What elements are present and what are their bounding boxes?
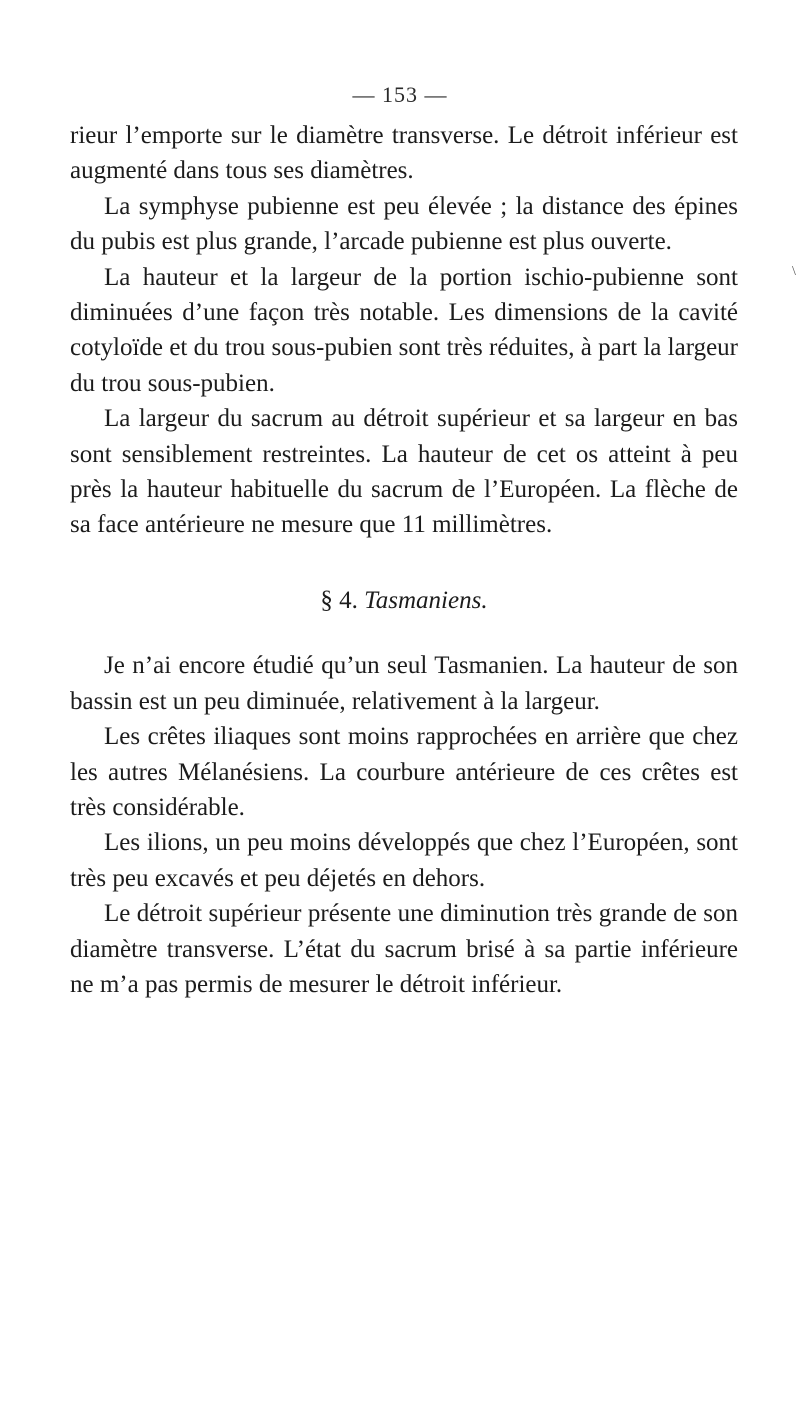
paragraph-detroit-superieur: Le détroit supérieur présente une diminution très grande de son diamètre transverse. L’état du sacrum brisé à sa partie inférieure ne m’a pas permis de mesurer le détroit inférieur. [70,900,738,998]
section-heading [70,583,738,618]
paragraph-ilions: Les ilions, un peu moins développés que chez l’Européen, sont très peu excavés et peu déjetés en dehors. [70,829,738,892]
page-number: — 153 — [352,82,448,107]
section-title: Tasmaniens. [364,586,488,614]
paragraph-cretes-iliaques: Les crêtes iliaques sont moins rapprochées en arrière que chez les autres Mélanésiens. La courbure antérieure de ces crêtes est très considérable. [70,723,738,821]
paragraph-ischio-pubienne: La hauteur et la largeur de la portion ischio-pubienne sont diminuées d’une façon très notable. Les dimensions de la cavité cotyloïde et du trou sous-pubien sont très réduites, à part la largeur du trou sous-pubien. [70,263,738,397]
margin-mark: \ [792,264,796,279]
paragraph-tasmanien: Je n’ai encore étudié qu’un seul Tasmanien. La hauteur de son bassin est un peu diminuée, relativement à la largeur. [70,652,738,715]
paragraph-symphyse: La symphyse pubienne est peu élevée ; la distance des épines du pubis est plus grande, l’arcade pubienne est plus ouverte. [70,192,738,256]
section-number: § 4. [320,586,358,614]
paragraph-sacrum: La largeur du sacrum au détroit supérieur et sa largeur en bas sont sensiblement restreintes. La hauteur de cet os atteint à peu près la hauteur habituelle du sacrum de l’Européen. La flèche de sa face antérieure ne mesure que 11 millimètres. [70,405,738,539]
paragraph-continued: rieur l’emporte sur le diamètre transverse. Le détroit inférieur est augmenté dans tous ses diamètres. [70,122,738,185]
body-text [70,118,738,1002]
